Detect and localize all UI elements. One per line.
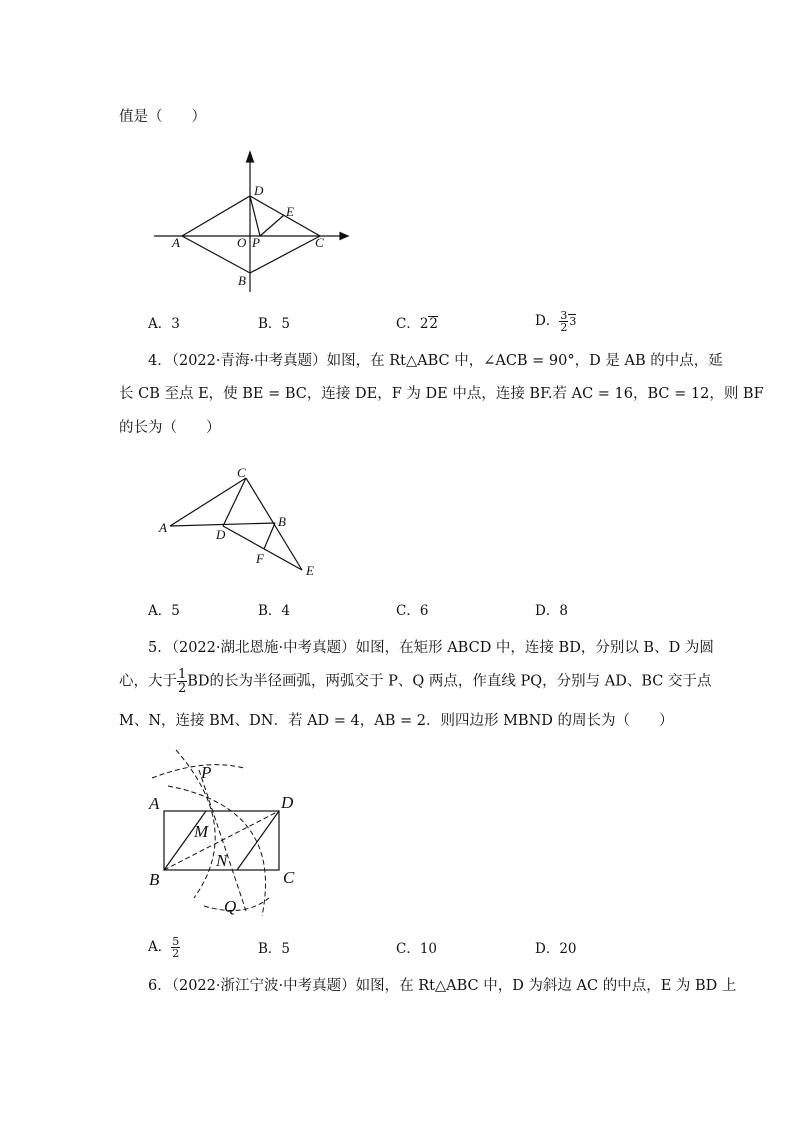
q3-option-d-fraction (559, 310, 568, 333)
q3-label-e: E (286, 204, 294, 219)
q6-line-1: 6．（2022·浙江宁波·中考真题）如图，在 Rt△ABC 中，D 为斜边 AC 的中点，E 为 BD 上 (148, 978, 737, 994)
segment-pe (260, 215, 284, 236)
segment-dn (237, 811, 279, 870)
q3-option-b: B．5 (258, 316, 291, 332)
q4-label-a: A (159, 520, 167, 535)
q5-line-2 (119, 668, 712, 695)
q5-label-p: P (201, 763, 212, 782)
q5-label-c: C (283, 868, 295, 887)
q3-figure (150, 146, 365, 296)
q3-option-a: A．3 (148, 316, 180, 332)
q3-label-b: B (238, 273, 246, 288)
y-axis-arrow (247, 152, 254, 162)
rhombus-abcd (182, 196, 320, 273)
q5-label-q: Q (224, 897, 237, 916)
q3-option-d-prefix: D． (535, 313, 560, 329)
q5-label-n: N (216, 851, 228, 870)
q5-label-d: D (281, 793, 294, 812)
q5-option-a (148, 936, 180, 959)
q3-option-d-radicand: 3 (569, 315, 577, 328)
q4-figure (150, 462, 325, 582)
q5-line-2-pre: 心，大于 (119, 673, 177, 690)
q5-label-b: B (149, 870, 160, 889)
q5-option-d: D．20 (535, 941, 577, 957)
q3-option-d-num: 3 (560, 309, 568, 322)
q4-option-d: D．8 (535, 603, 568, 619)
q4-option-a: A．5 (148, 603, 180, 619)
q5-line-2-fraction (177, 668, 187, 695)
q3-label-p: P (252, 235, 260, 250)
q4-option-b: B．4 (258, 603, 291, 619)
q5-label-m: M (194, 822, 209, 841)
q3-label-a: A (172, 235, 180, 250)
segment-dp (250, 196, 260, 236)
q3-option-c (396, 314, 438, 334)
q4-option-c: C．6 (396, 603, 429, 619)
q5-line-3: M、N，连接 BM、DN．若 AD = 4，AB = 2．则四边形 MBND 的周长为（ ） (119, 713, 674, 729)
q5-line-2-den: 2 (178, 681, 187, 696)
q4-line-1: 4．（2022·青海·中考真题）如图，在 Rt△ABC 中，∠ACB = 90°，D 是 AB 的中点，延 (148, 353, 723, 369)
q5-option-a-prefix: A． (148, 939, 172, 955)
q4-line-3: 的长为（ ） (119, 420, 221, 436)
segment-bf (264, 523, 275, 549)
q5-option-a-fraction (171, 936, 180, 959)
q3-label-c: C (315, 235, 324, 250)
q3-label-o: O (237, 235, 247, 250)
q3-option-d-den: 2 (560, 321, 568, 334)
q4-label-b: B (278, 514, 286, 529)
q5-option-a-den: 2 (172, 947, 180, 960)
q4-line-2: 长 CB 至点 E，使 BE = BC，连接 DE，F 为 DE 中点，连接 BF.若 AC = 16，BC = 12，则 BF (119, 386, 764, 402)
q3-label-d: D (254, 183, 264, 198)
q5-label-a: A (149, 794, 160, 813)
q4-label-d: D (216, 527, 226, 542)
x-axis-arrow (340, 233, 348, 240)
q5-line-2-num: 1 (178, 667, 187, 682)
q5-option-b: B．5 (258, 941, 291, 957)
q3-option-d (535, 310, 576, 333)
q3-prompt-tail: 值是（ ） (119, 109, 206, 125)
q5-figure (144, 748, 314, 920)
q4-label-f: F (256, 551, 264, 566)
q4-label-e: E (306, 563, 314, 578)
q5-option-a-num: 5 (172, 935, 180, 948)
segment-ab (170, 523, 275, 526)
q5-line-2-post: BD的长为半径画弧，两弧交于 P、Q 两点，作直线 PQ，分别与 AD、BC 交于点 (187, 673, 712, 690)
q3-option-c-prefix: C．2 (396, 316, 429, 332)
q5-option-c: C．10 (396, 941, 438, 957)
q4-label-c: C (237, 465, 246, 480)
arc-bottom (204, 898, 269, 911)
q5-line-1: 5．（2022·湖北恩施·中考真题）如图，在矩形 ABCD 中，连接 BD，分别以 B、D 为圆 (148, 640, 714, 656)
arc-top (152, 765, 244, 778)
q3-option-c-radicand: 2 (429, 316, 439, 332)
